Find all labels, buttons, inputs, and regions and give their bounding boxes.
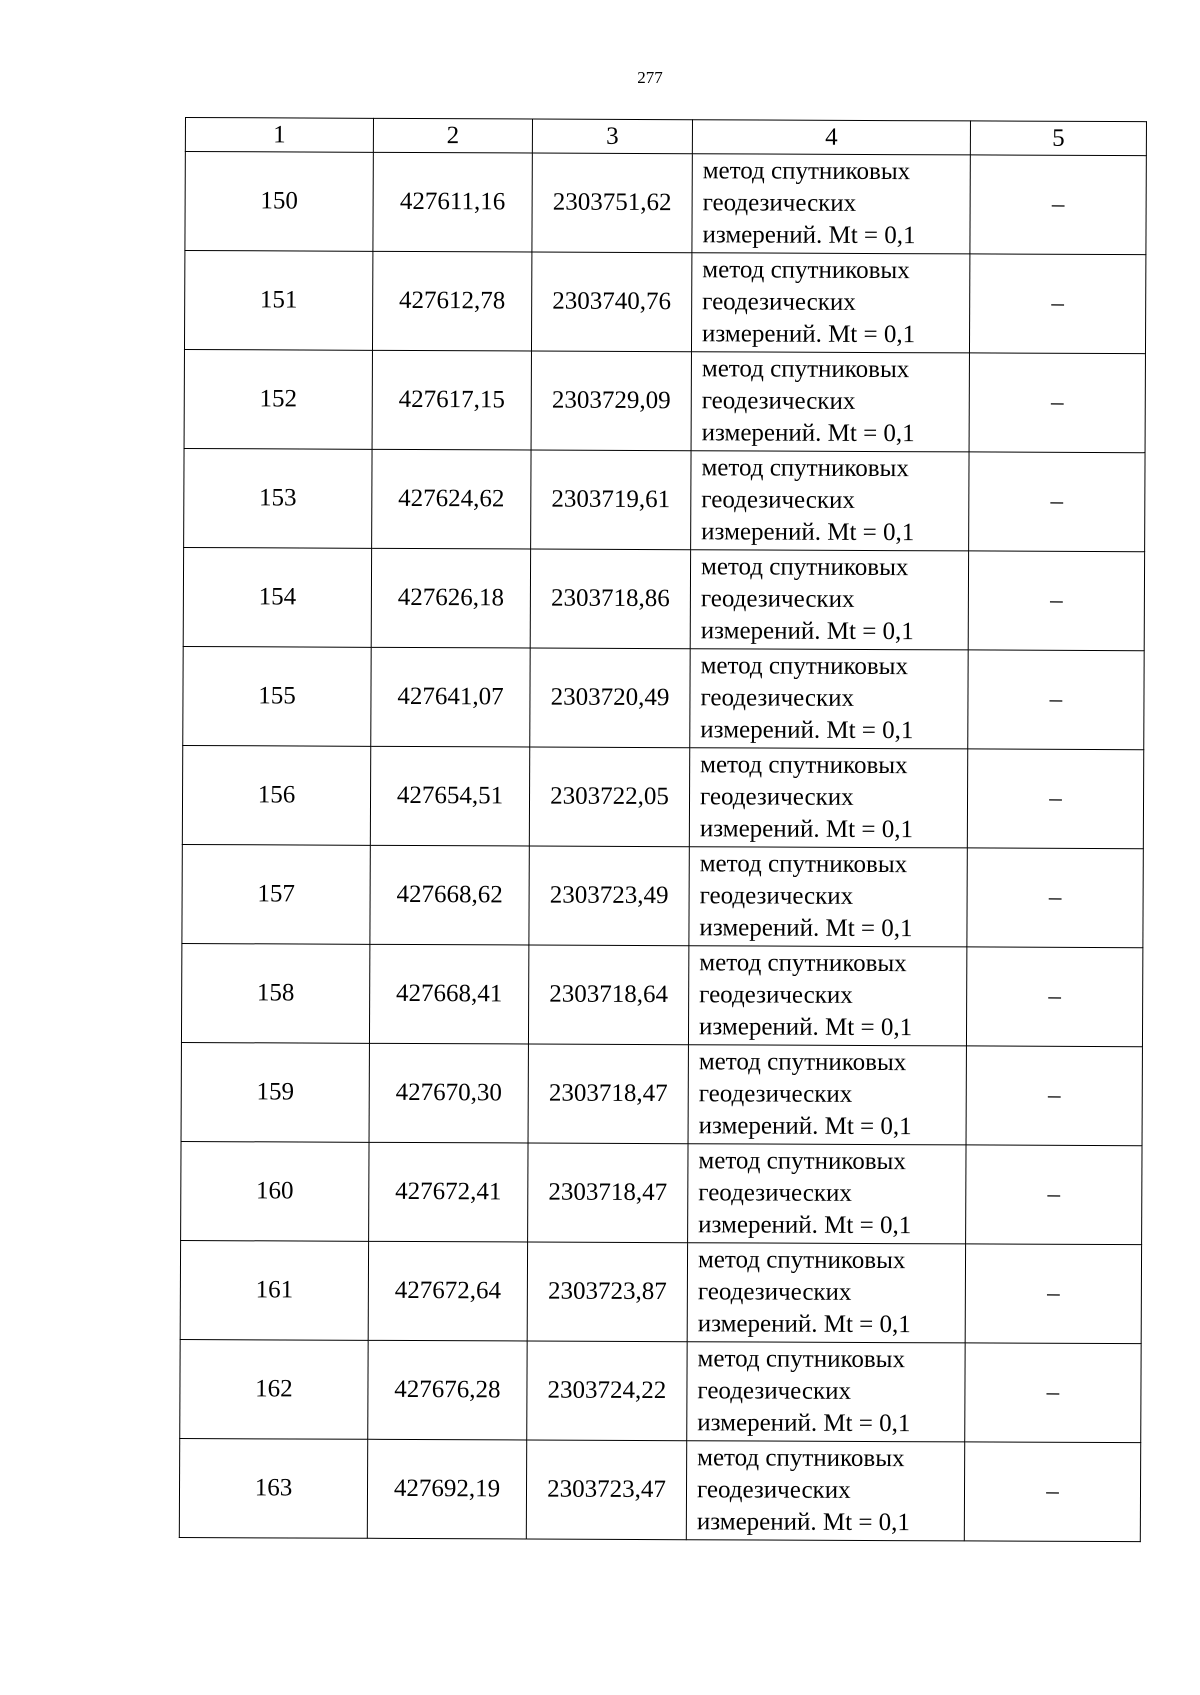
note-cell: –: [968, 551, 1144, 651]
note-cell: –: [964, 1442, 1140, 1542]
header-cell-4: 4: [692, 120, 970, 155]
method-line: метод спутниковых: [697, 1246, 906, 1275]
method-line: измерений. Mt = 0,1: [699, 914, 913, 943]
note-cell: –: [966, 1046, 1142, 1146]
y-coordinate-cell: 2303720,49: [530, 648, 690, 748]
x-coordinate-cell: 427672,41: [369, 1142, 528, 1242]
y-coordinate-cell: 2303724,22: [527, 1341, 687, 1441]
y-coordinate-cell: 2303719,61: [531, 450, 691, 550]
method-line: метод спутниковых: [701, 454, 909, 483]
point-number-cell: 151: [184, 251, 372, 351]
note-cell: –: [970, 155, 1146, 255]
page-number: 277: [637, 68, 663, 87]
method-line: метод спутниковых: [697, 1345, 906, 1374]
method-line: геодезических: [701, 387, 856, 415]
header-row: [185, 118, 1146, 156]
method-line: геодезических: [699, 783, 854, 811]
x-coordinate-cell: 427670,30: [369, 1043, 528, 1143]
header-cell-3: 3: [532, 119, 692, 154]
note-cell: –: [969, 452, 1145, 552]
point-number-cell: 157: [182, 844, 370, 944]
method-line: геодезических: [702, 189, 857, 217]
method-line: метод спутниковых: [698, 1048, 907, 1077]
coordinates-table: [179, 117, 1147, 1542]
table-row: [181, 1042, 1142, 1145]
method-cell: [686, 1441, 964, 1541]
table-row: [180, 1240, 1141, 1343]
note-cell: –: [965, 1244, 1141, 1344]
y-coordinate-cell: 2303740,76: [531, 252, 691, 352]
table-body: [179, 152, 1146, 1542]
note-cell: –: [969, 254, 1145, 354]
method-line: геодезических: [697, 1278, 852, 1306]
note-cell: –: [965, 1343, 1141, 1443]
method-cell: [689, 847, 967, 947]
method-line: метод спутниковых: [700, 652, 909, 681]
method-line: измерений. Mt = 0,1: [698, 1211, 912, 1240]
method-line: измерений. Mt = 0,1: [700, 716, 914, 745]
y-coordinate-cell: 2303718,47: [528, 1044, 688, 1144]
method-line: метод спутниковых: [700, 553, 909, 582]
method-line: измерений. Mt = 0,1: [698, 1112, 912, 1141]
method-cell: [691, 253, 969, 353]
method-line: измерений. Mt = 0,1: [699, 815, 914, 844]
y-coordinate-cell: 2303723,47: [526, 1440, 686, 1540]
method-line: метод спутниковых: [699, 850, 908, 879]
note-cell: –: [967, 848, 1143, 948]
table-row: [180, 1339, 1141, 1442]
table-row: [184, 349, 1145, 452]
note-cell: –: [966, 947, 1142, 1047]
point-number-cell: 156: [182, 745, 370, 845]
method-line: геодезических: [698, 1080, 853, 1108]
table-row: [183, 646, 1144, 749]
x-coordinate-cell: 427617,15: [372, 350, 531, 450]
method-cell: [689, 748, 967, 848]
table-row: [185, 152, 1146, 255]
note-cell: –: [969, 353, 1145, 453]
method-cell: [688, 1045, 966, 1145]
method-cell: [687, 1243, 965, 1343]
method-cell: [691, 352, 969, 452]
x-coordinate-cell: 427676,28: [368, 1340, 527, 1440]
table-row: [181, 943, 1142, 1046]
method-line: метод спутниковых: [701, 355, 910, 384]
method-line: измерений. Mt = 0,1: [696, 1508, 911, 1537]
method-cell: [691, 451, 969, 551]
method-line: измерений. Mt = 0,1: [697, 1310, 911, 1339]
method-line: геодезических: [698, 1179, 852, 1207]
table-row: [184, 251, 1145, 354]
x-coordinate-cell: 427654,51: [370, 746, 529, 846]
x-coordinate-cell: 427692,19: [367, 1439, 526, 1539]
y-coordinate-cell: 2303718,47: [528, 1143, 688, 1243]
x-coordinate-cell: 427612,78: [372, 251, 531, 351]
method-line: геодезических: [702, 288, 856, 316]
point-number-cell: 159: [181, 1042, 369, 1142]
method-line: измерений. Mt = 0,1: [702, 320, 916, 349]
x-coordinate-cell: 427626,18: [371, 548, 530, 648]
table-row: [183, 547, 1144, 650]
y-coordinate-cell: 2303723,49: [529, 846, 689, 946]
point-number-cell: 153: [184, 448, 372, 548]
method-line: геодезических: [699, 981, 853, 1009]
table-row: [181, 1141, 1142, 1244]
method-cell: [688, 946, 966, 1046]
point-number-cell: 150: [185, 152, 373, 252]
method-line: измерений. Mt = 0,1: [698, 1013, 913, 1042]
method-cell: [690, 550, 968, 650]
x-coordinate-cell: 427668,41: [369, 944, 528, 1044]
point-number-cell: 162: [180, 1339, 368, 1439]
y-coordinate-cell: 2303718,86: [530, 549, 690, 649]
x-coordinate-cell: 427624,62: [372, 449, 531, 549]
y-coordinate-cell: 2303723,87: [527, 1242, 687, 1342]
method-line: измерений. Mt = 0,1: [700, 617, 914, 646]
method-line: метод спутниковых: [702, 157, 911, 186]
x-coordinate-cell: 427668,62: [370, 845, 529, 945]
method-line: метод спутниковых: [697, 1444, 905, 1473]
method-line: метод спутниковых: [700, 751, 908, 780]
point-number-cell: 161: [180, 1240, 368, 1340]
method-line: измерений. Mt = 0,1: [702, 221, 916, 250]
method-line: геодезических: [699, 882, 854, 910]
method-cell: [690, 649, 968, 749]
point-number-cell: 158: [181, 943, 369, 1043]
method-cell: [692, 154, 970, 254]
point-number-cell: 152: [184, 349, 372, 449]
method-line: геодезических: [696, 1476, 851, 1504]
header-cell-1: 1: [185, 118, 373, 153]
table-row: [182, 745, 1143, 848]
method-line: геодезических: [700, 684, 855, 712]
method-line: измерений. Mt = 0,1: [701, 518, 915, 547]
method-cell: [688, 1144, 966, 1244]
header-cell-5: 5: [970, 121, 1146, 156]
method-cell: [687, 1342, 965, 1442]
x-coordinate-cell: 427672,64: [368, 1241, 527, 1341]
method-line: метод спутниковых: [699, 949, 907, 978]
table-row: [184, 448, 1145, 551]
method-line: геодезических: [700, 585, 855, 613]
point-number-cell: 155: [183, 646, 371, 746]
table-header: [185, 118, 1146, 156]
note-cell: –: [966, 1145, 1142, 1245]
method-line: метод спутниковых: [698, 1147, 906, 1176]
method-line: геодезических: [701, 486, 855, 514]
y-coordinate-cell: 2303718,64: [528, 945, 688, 1045]
note-cell: –: [968, 650, 1144, 750]
header-cell-2: 2: [373, 118, 532, 153]
y-coordinate-cell: 2303722,05: [529, 747, 689, 847]
point-number-cell: 163: [179, 1438, 367, 1538]
x-coordinate-cell: 427641,07: [371, 647, 530, 747]
y-coordinate-cell: 2303729,09: [531, 351, 691, 451]
method-line: метод спутниковых: [702, 256, 910, 285]
note-cell: –: [967, 749, 1143, 849]
point-number-cell: 160: [181, 1141, 369, 1241]
x-coordinate-cell: 427611,16: [373, 152, 532, 252]
method-line: измерений. Mt = 0,1: [697, 1409, 911, 1438]
y-coordinate-cell: 2303751,62: [532, 153, 692, 253]
method-line: измерений. Mt = 0,1: [701, 419, 915, 448]
table-row: [182, 844, 1143, 947]
method-line: геодезических: [697, 1377, 852, 1405]
table-row: [179, 1438, 1140, 1541]
point-number-cell: 154: [183, 547, 371, 647]
